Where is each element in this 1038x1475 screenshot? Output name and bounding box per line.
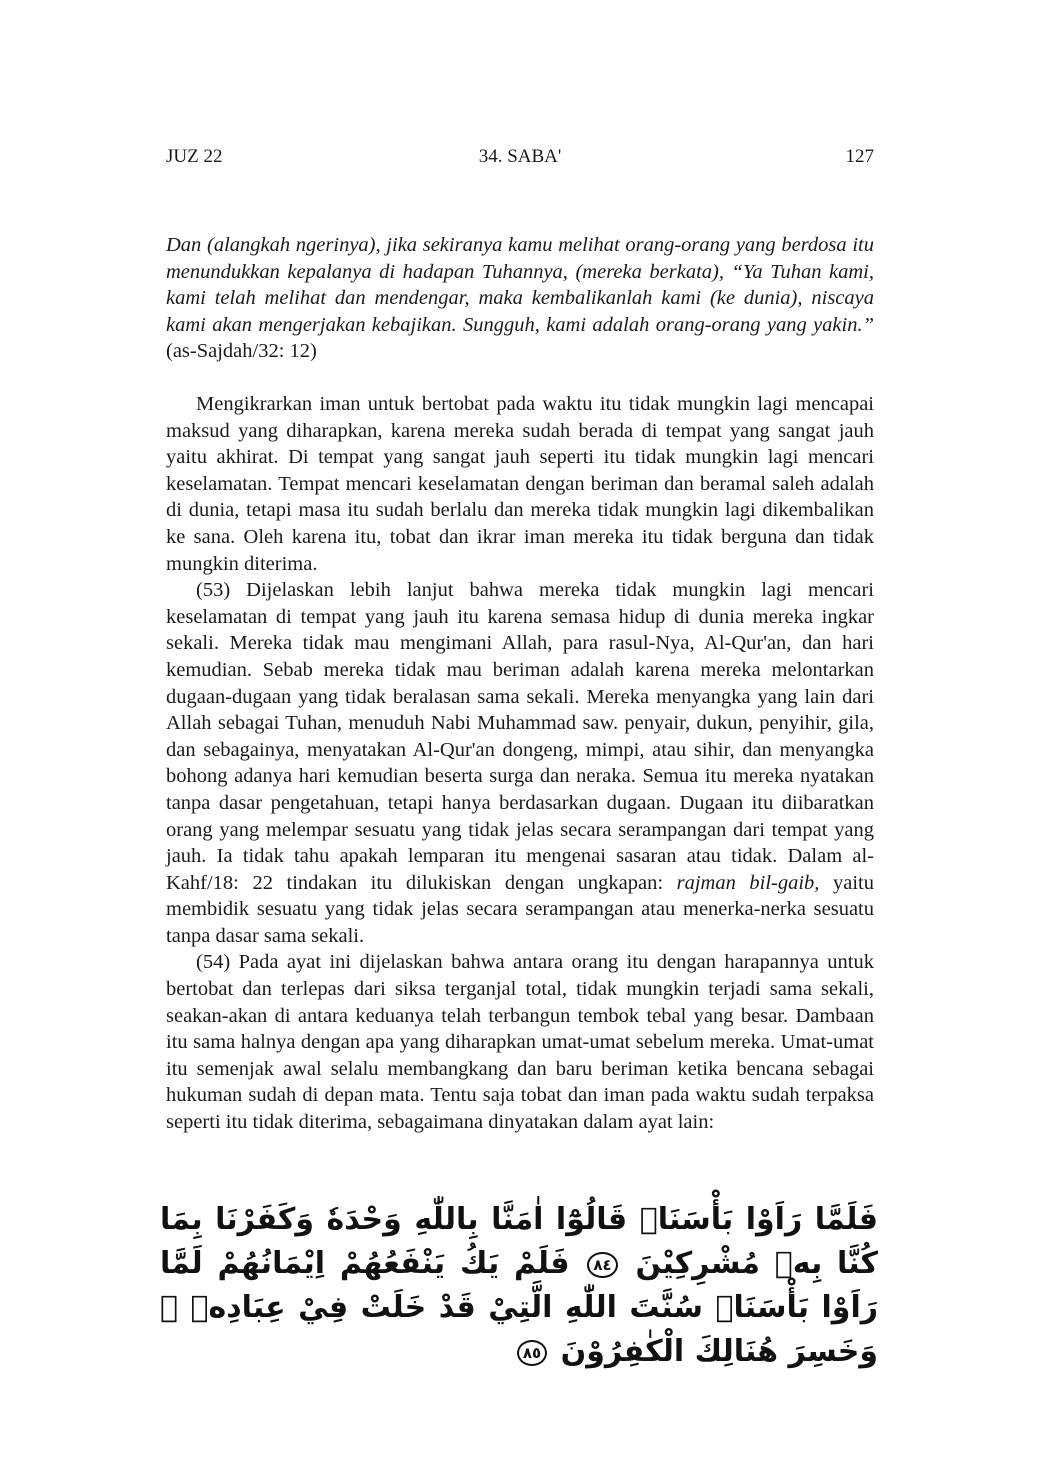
ayah-number-84: ٨٤	[587, 1252, 617, 1278]
arabic-verse	[160, 1198, 878, 1374]
paragraph-1: Mengikrarkan iman untuk bertobat pada waktu itu tidak mungkin lagi mencapai maksud yang diharapkan, karena mereka sudah berada di tempat yang sangat jauh yaitu akhirat. Di tempat yang sangat jauh seperti itu tidak mungkin lagi mencari keselamatan. Tempat mencari keselamatan dengan beriman dan beramal saleh adalah di dunia, tetapi masa itu sudah berlalu dan mereka tidak mungkin lagi dikembalikan ke sana. Oleh karena itu, tobat dan ikrar iman mereka itu tidak berguna dan tidak mungkin diterima.	[166, 393, 874, 575]
running-header	[166, 146, 874, 172]
ayah-number-85: ٨٥	[517, 1340, 547, 1366]
italic-term: rajman bil-gaib,	[676, 871, 820, 894]
paragraph-54: (54) Pada ayat ini dijelaskan bahwa antara orang itu dengan harapannya untuk bertobat dan terlepas dari siksa terganjal total, tidak mungkin terjadi sama sekali, seakan-akan di antara keduanya telah terbangun tembok tebal yang besar. Dambaan itu sama halnya dengan apa yang diharapkan umat-umat sebelum mereka. Umat-umat itu semenjak awal selalu membangkang dan baru beriman ketika bencana sebagai hukuman sudah di depan mata. Tentu saja tobat dan iman pada waktu sudah terpaksa seperti itu tidak diterima, sebagaimana dinyatakan dalam ayat lain:	[166, 951, 874, 1134]
paragraph-53-end: yaitu membidik sesuatu yang tidak jelas secara serampangan atau menerka-nerka sesuatu tanpa dasar sama sekali.	[166, 871, 874, 947]
page-number: 127	[845, 146, 874, 167]
verse-84-text: فَلَمَّا رَاَوْا بَأْسَنَاۗ قَالُوْٓا اٰمَنَّا بِاللّٰهِ وَحْدَهٗ وَكَفَرْنَا بِمَا كُنَّا بِهٖ مُشْرِكِيْنَ	[160, 1202, 879, 1281]
commentary-body	[166, 391, 874, 1136]
surah-title: 34. SABA'	[478, 146, 562, 167]
juz-label: JUZ 22	[166, 146, 223, 167]
quote-text: Dan (alangkah ngerinya), jika sekiranya kamu melihat orang-orang yang berdosa itu menundukkan kepalanya di hadapan Tuhannya, (mereka berkata), “Ya Tuhan kami, kami telah melihat dan mendengar, maka kembalikanlah kami (ke dunia), niscaya kami akan mengerjakan kebajikan. Sungguh, kami adalah orang-orang yang yakin.”	[166, 234, 874, 336]
paragraph-53-text: (53) Dijelaskan lebih lanjut bahwa mereka tidak mungkin lagi mencari keselamatan di tempat yang jauh itu karena semasa hidup di dunia mereka ingkar sekali. Mereka tidak mau mengimani Allah, para rasul-Nya, Al-Qur'an, dan hari kemudian. Sebab mereka tidak mau beriman adalah karena mereka melontarkan dugaan-dugaan yang tidak beralasan sama sekali. Mereka menyangka yang lain dari Allah sebagai Tuhan, menuduh Nabi Muhammad saw. penyair, dukun, penyihir, gila, dan sebagainya, menyatakan Al-Qur'an dongeng, mimpi, atau sihir, dan menyangka bohong adanya hari kemudian beserta surga dan neraka. Semua itu mereka nyatakan tanpa dasar pengetahuan, tetapi hanya berdasarkan dugaan. Dugaan itu diibaratkan orang yang melempar sesuatu yang tidak jelas secara serampangan dari tempat yang jauh. Ia tidak tahu apakah lemparan itu mengenai sasaran atau tidak. Dalam al-Kahf/18: 22 tindakan itu dilukiskan dengan ungkapan:	[166, 579, 874, 894]
quote-reference: (as-Sajdah/32: 12)	[166, 340, 317, 363]
verse-85-text: فَلَمْ يَكُ يَنْفَعُهُمْ اِيْمَانُهُمْ لَمَّا رَاَوْا بَأْسَنَاۗ سُنَّتَ اللّٰهِ الَّتِيْ قَدْ خَلَتْ فِيْ عِبَادِهٖ ۚ وَخَسِرَ هُنَالِكَ الْكٰفِرُوْنَ	[160, 1246, 878, 1369]
paragraph-53	[166, 577, 874, 949]
quoted-translation	[166, 232, 874, 365]
